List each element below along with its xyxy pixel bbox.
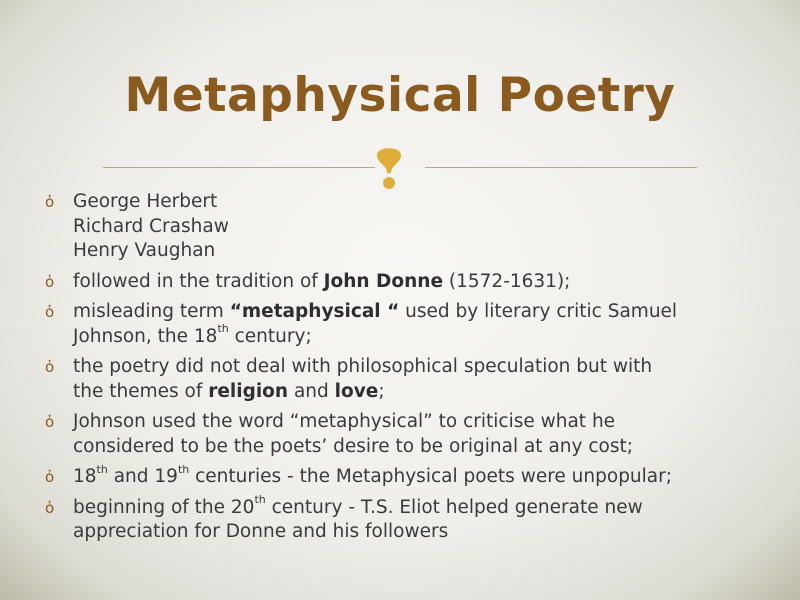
item-text: (1572-1631);	[443, 270, 571, 292]
item-bold: “metaphysical “	[229, 301, 400, 322]
bullet-list	[45, 190, 780, 551]
superscript: th	[96, 462, 108, 476]
list-item	[45, 300, 780, 349]
bullet-icon: ὀ	[45, 193, 55, 211]
bullet-icon: ὀ	[45, 358, 55, 376]
item-text: beginning of the 20	[73, 496, 255, 518]
item-text: and 19	[107, 466, 178, 487]
list-item	[45, 355, 780, 404]
item-text: centuries - the Metaphysical poets were unpopular;	[189, 466, 672, 487]
item-text: followed in the tradition of	[73, 270, 324, 292]
item-bold: John Donne	[323, 270, 444, 292]
item-text: 18	[73, 466, 97, 487]
superscript: th	[254, 493, 266, 507]
item-text: and	[288, 380, 335, 402]
poet-herbert: George Herbert	[73, 191, 218, 212]
bullet-icon: ὀ	[45, 468, 55, 486]
bullet-icon: ὀ	[45, 413, 55, 431]
bullet-icon: ὀ	[45, 303, 55, 321]
superscript: th	[177, 462, 190, 476]
list-item	[45, 190, 780, 264]
item-text: century;	[228, 325, 312, 347]
item-bold: love	[334, 380, 379, 402]
list-item	[45, 493, 780, 545]
poet-vaughan: Henry Vaughan	[73, 240, 216, 261]
item-text: considered to be the poets’ desire to be original at any cost;	[73, 435, 633, 457]
list-item	[45, 462, 780, 490]
item-text: the poetry did not deal with philosophical speculation but with	[73, 356, 653, 377]
ornament-icon	[372, 143, 406, 189]
slide-title: Metaphysical Poetry	[124, 68, 676, 123]
item-bold: religion	[208, 380, 289, 402]
item-text: Johnson, the 18	[73, 325, 218, 347]
divider-line-left	[103, 167, 375, 168]
item-text: ;	[378, 380, 385, 402]
item-text: Johnson used the word “metaphysical” to criticise what he	[73, 411, 616, 432]
item-text: misleading term	[73, 301, 230, 322]
item-text: century - T.S. Eliot helped generate new	[265, 496, 643, 518]
poet-crashaw: Richard Crashaw	[73, 215, 229, 237]
list-item	[45, 410, 780, 459]
item-text: appreciation for Donne and his followers	[73, 521, 449, 542]
bullet-icon: ὀ	[45, 498, 55, 517]
title-divider	[0, 140, 800, 190]
bullet-icon: ὀ	[45, 272, 55, 291]
divider-line-right	[425, 167, 697, 168]
list-item	[45, 270, 780, 295]
item-text: the themes of	[73, 380, 209, 402]
item-text: used by literary critic Samuel	[399, 301, 678, 322]
superscript: th	[217, 322, 229, 336]
